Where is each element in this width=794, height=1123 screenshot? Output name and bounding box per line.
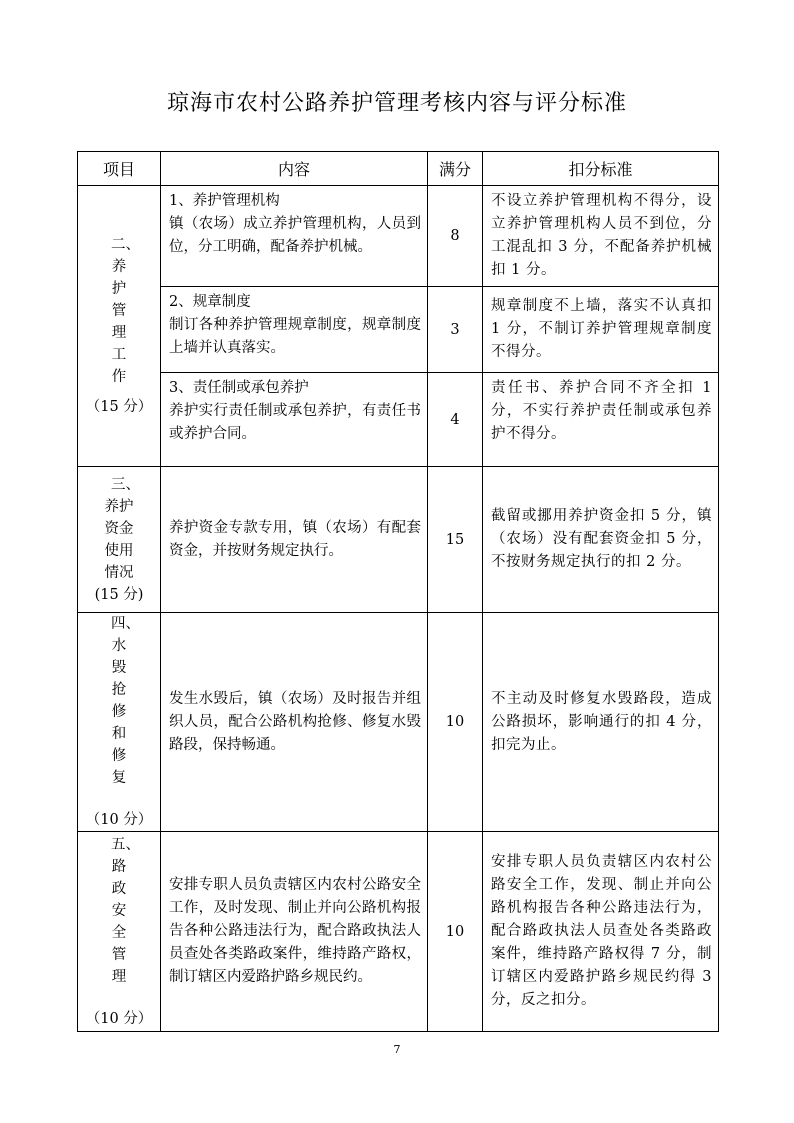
category-name: 养护资金使用情况 <box>104 498 134 581</box>
category-prefix: 五、 <box>111 836 141 853</box>
category-name: 水毁抢修和修复 <box>111 638 127 786</box>
table-row <box>78 613 719 832</box>
table-row <box>78 832 719 1032</box>
category-name: 养护管理工作 <box>111 259 127 385</box>
standard-cell: 不设立养护管理机构不得分，设立养护管理机构人员不到位，分工混乱扣 3 分，不配备养护机械扣 1 分。 <box>483 186 719 287</box>
category-name: 路政安全管理 <box>111 858 127 985</box>
category-score: （10 分） <box>85 1010 153 1027</box>
content-body: 养护实行责任制或承包养护，有责任书或养护合同。 <box>169 403 421 442</box>
full-score-cell: 4 <box>428 373 483 467</box>
standard-cell: 截留或挪用养护资金扣 5 分，镇（农场）没有配套资金扣 5 分，不按财务规定执行的扣 2 分。 <box>483 467 719 613</box>
table-header-row <box>78 152 719 186</box>
full-score-cell: 10 <box>428 613 483 832</box>
header-full-score: 满分 <box>428 152 483 186</box>
header-deduction-standard: 扣分标准 <box>483 152 719 186</box>
category-prefix: 四、 <box>111 616 141 632</box>
full-score-cell: 3 <box>428 287 483 373</box>
scoring-table <box>77 151 719 1032</box>
table-row <box>78 287 719 373</box>
content-title: 3、责任制或承包养护 <box>169 380 309 396</box>
header-content: 内容 <box>161 152 428 186</box>
page-number: 7 <box>393 1043 401 1056</box>
category-score: （10 分） <box>85 812 153 828</box>
standard-cell: 责任书、养护合同不齐全扣 1 分，不实行养护责任制或承包养护不得分。 <box>483 373 719 467</box>
category-prefix: 三、 <box>111 476 141 493</box>
table-row <box>78 467 719 613</box>
document-title: 琼海市农村公路养护管理考核内容与评分标准 <box>166 91 627 116</box>
full-score-cell: 8 <box>428 186 483 287</box>
full-score-cell: 10 <box>428 832 483 1032</box>
content-cell <box>161 287 428 373</box>
header-item: 项目 <box>78 152 161 186</box>
content-title: 1、养护管理机构 <box>169 193 280 209</box>
content-cell: 安排专职人员负责辖区内农村公路安全工作，及时发现、制止并向公路机构报告各种公路违法行为，配合路政执法人员查处各类路政案件，维持路产路权，制订辖区内爱路护路乡规民约。 <box>161 832 428 1032</box>
category-prefix: 二、 <box>111 237 141 253</box>
content-cell <box>161 373 428 467</box>
standard-cell: 规章制度不上墙，落实不认真扣 1 分，不制订养护管理规章制度不得分。 <box>483 287 719 373</box>
category-fund-usage <box>78 467 161 613</box>
category-road-safety <box>78 832 161 1032</box>
category-management-work <box>78 186 161 467</box>
standard-cell: 不主动及时修复水毁路段，造成公路损坏，影响通行的扣 4 分，扣完为止。 <box>483 613 719 832</box>
standard-cell: 安排专职人员负责辖区内农村公路安全工作，发现、制止并向公路机构报告各种公路违法行为，配合路政执法人员查处各类路政案件，维持路产路权得 7 分，制订辖区内爱路护路乡规民约得 3 分，反之扣分。 <box>483 832 719 1032</box>
content-cell: 养护资金专款专用，镇（农场）有配套资金，并按财务规定执行。 <box>161 467 428 613</box>
full-score-cell: 15 <box>428 467 483 613</box>
category-flood-repair <box>78 613 161 832</box>
content-body: 镇（农场）成立养护管理机构，人员到位，分工明确，配备养护机械。 <box>169 216 421 255</box>
content-title: 2、规章制度 <box>169 294 251 310</box>
table-row <box>78 186 719 287</box>
content-cell: 发生水毁后，镇（农场）及时报告并组织人员，配合公路机构抢修、修复水毁路段，保持畅通。 <box>161 613 428 832</box>
content-body: 制订各种养护管理规章制度，规章制度上墙并认真落实。 <box>169 317 421 356</box>
content-cell <box>161 186 428 287</box>
table-row <box>78 373 719 467</box>
category-score: (15 分) <box>94 586 144 603</box>
category-score: （15 分） <box>85 399 153 415</box>
